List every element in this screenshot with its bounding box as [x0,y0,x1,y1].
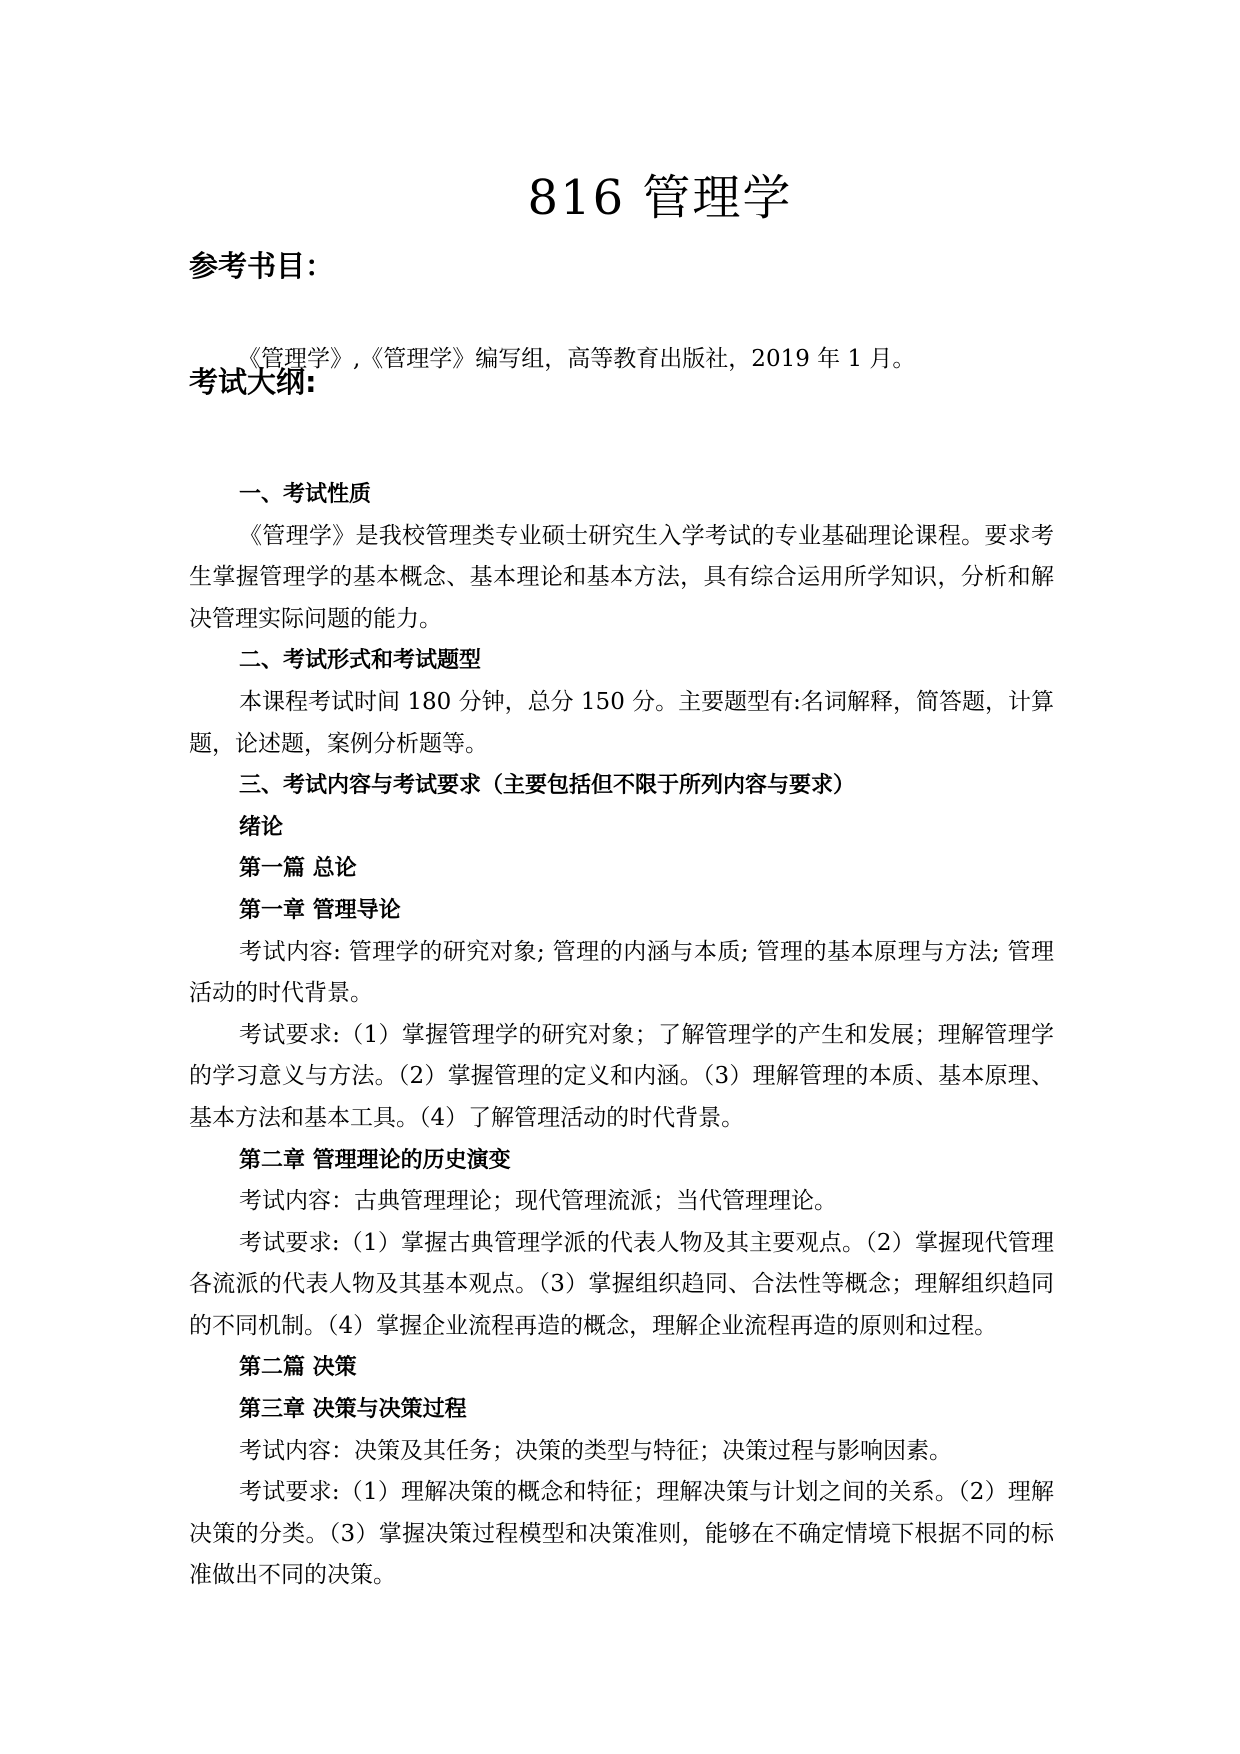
paragraph: 《管理学》是我校管理类专业硕士研究生入学考试的专业基础理论课程。要求考生掌握管理学的基本概念、基本理论和基本方法，具有综合运用所学知识，分析和解决管理实际问题的能力。 [189,522,1054,632]
page-title: 816 管理学 [527,170,793,226]
section-exam-content: 三、考试内容与考试要求（主要包括但不限于所列内容与要求） [239,773,856,799]
paragraph: 考试要求:（1）理解决策的概念和特征；理解决策与计划之间的关系。（2）理解决策的分类。（3）掌握决策过程模型和决策准则，能够在不确定情境下根据不同的标准做出不同的决策。 [189,1479,1054,1589]
heading-introduction: 绪论 [239,814,284,840]
paragraph: 考试要求:（1）掌握管理学的研究对象；了解管理学的产生和发展；理解管理学的学习意义与方法。（2）掌握管理的定义和内涵。（3）理解管理的本质、基本原理、基本方法和基本工具。（4）了解管理活动的时代背景。 [189,1021,1054,1131]
heading-chapter-one: 第一章 管理导论 [239,897,401,923]
heading-part-one: 第一篇 总论 [239,856,357,882]
paragraph: 考试内容：古典管理理论；现代管理流派；当代管理理论。 [239,1188,837,1215]
paragraph: 本课程考试时间 180 分钟，总分 150 分。主要题型有:名词解释，简答题，计算题，论述题，案例分析题等。 [189,688,1054,757]
section-exam-nature: 一、考试性质 [239,482,372,507]
paragraph: 考试内容: 管理学的研究对象; 管理的内涵与本质; 管理的基本原理与方法; 管理活动的时代背景。 [189,938,1054,1007]
reference-book: 《管理学》,《管理学》编写组，高等教育出版社，2019 年 1 月。 [238,346,916,372]
outline-heading: 考试大纲: [189,365,317,399]
paragraph: 考试内容：决策及其任务；决策的类型与特征；决策过程与影响因素。 [239,1437,952,1464]
heading-chapter-two: 第二章 管理理论的历史演变 [239,1147,511,1173]
heading-part-two: 第二篇 决策 [239,1355,357,1381]
section-exam-format: 二、考试形式和考试题型 [239,648,482,674]
outline-content [189,474,1054,1597]
heading-chapter-three: 第三章 决策与决策过程 [239,1397,467,1423]
reference-heading: 参考书目： [189,249,335,283]
paragraph: 考试要求:（1）掌握古典管理学派的代表人物及其主要观点。（2）掌握现代管理各流派的代表人物及其基本观点。（3）掌握组织趋同、合法性等概念；理解组织趋同的不同机制。（4）掌握企业流程再造的概念，理解企业流程再造的原则和过程。 [189,1229,1054,1339]
